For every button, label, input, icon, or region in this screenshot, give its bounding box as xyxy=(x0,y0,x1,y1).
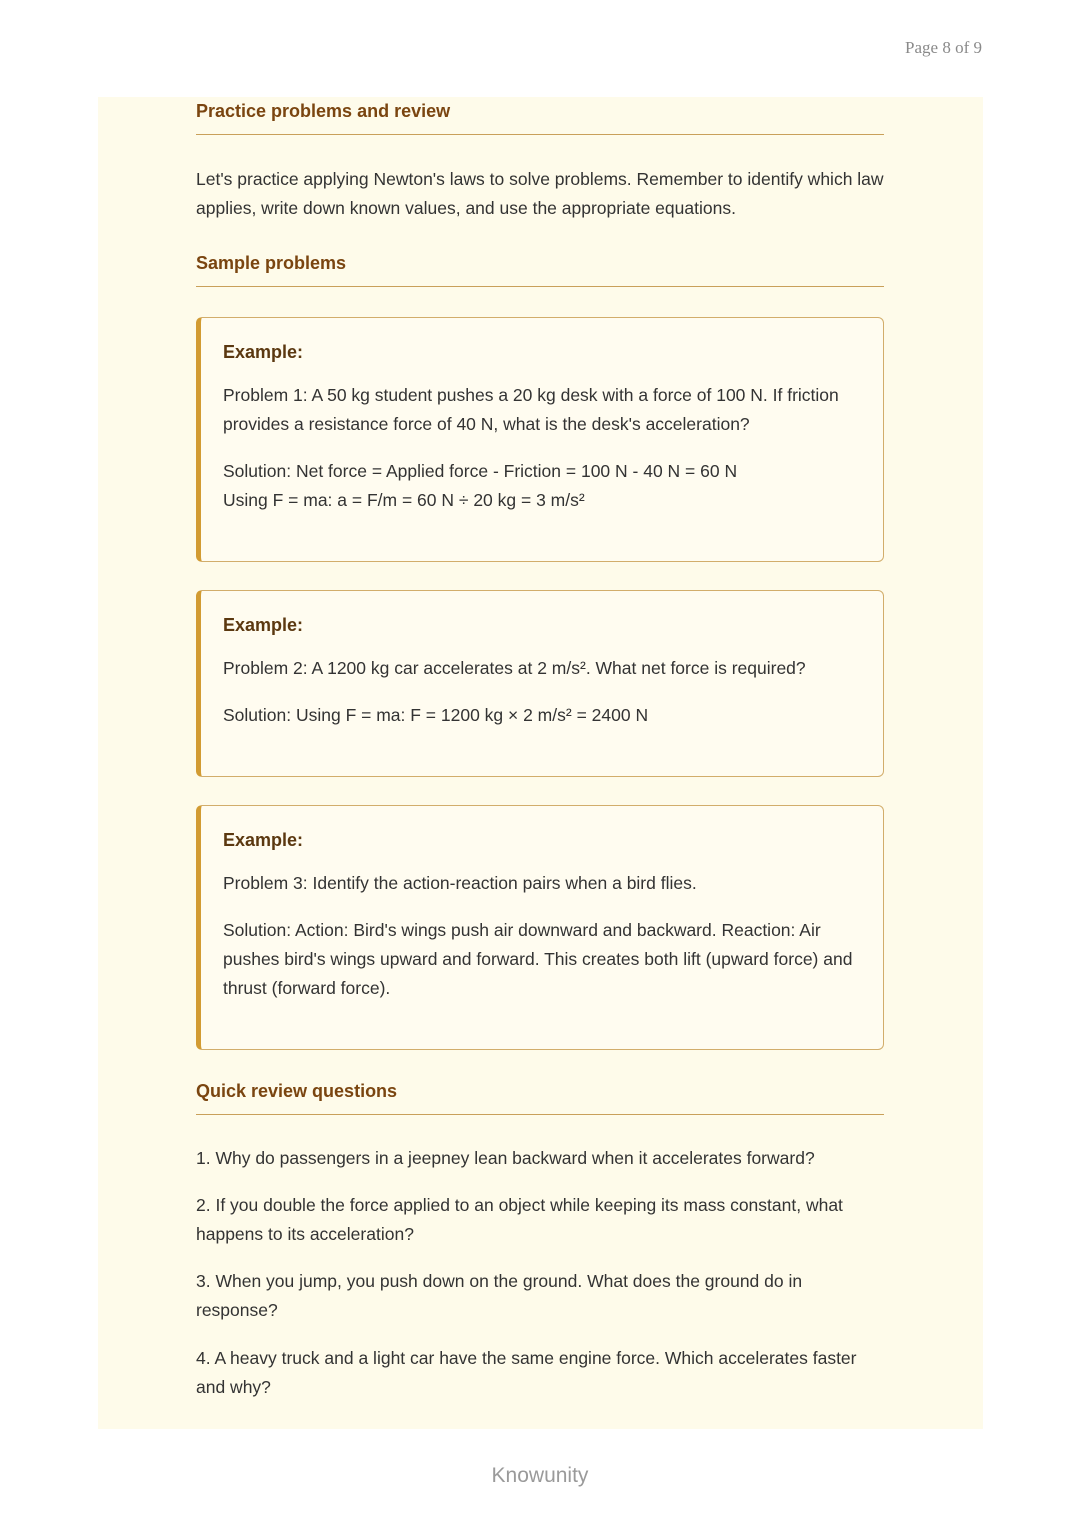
example-solution: Solution: Using F = ma: F = 1200 kg × 2 m/s² = 2400 N xyxy=(223,705,649,725)
example-solution: Solution: Action: Bird's wings push air downward and backward. Reaction: Air pushes bird's wings upward and forward. This creates both lift (upward force) and thrust (forward force). xyxy=(223,920,853,998)
example-solution: Solution: Net force = Applied force - Friction = 100 N - 40 N = 60 N xyxy=(223,461,738,481)
review-heading: Quick review questions xyxy=(196,1081,884,1115)
example-title: Example: xyxy=(223,342,304,362)
page-number: Page 8 of 9 xyxy=(905,38,982,57)
example-problem: Problem 2: A 1200 kg car accelerates at 2 m/s². What net force is required? xyxy=(223,658,806,678)
example-box-3 xyxy=(196,805,884,1050)
example-title: Example: xyxy=(223,615,304,635)
review-question-2: 2. If you double the force applied to an object while keeping its mass constant, what happens to its acceleration? xyxy=(196,1195,843,1244)
example-problem: Problem 1: A 50 kg student pushes a 20 kg desk with a force of 100 N. If friction provides a resistance force of 40 N, what is the desk's acceleration? xyxy=(223,385,839,434)
example-problem: Problem 3: Identify the action-reaction pairs when a bird flies. xyxy=(223,873,697,893)
content-panel xyxy=(98,97,983,1429)
sample-problems-heading: Sample problems xyxy=(196,253,884,287)
example-box-1 xyxy=(196,317,884,562)
footer-brand-logo: Knowunity xyxy=(491,1464,589,1487)
practice-intro: Let's practice applying Newton's laws to solve problems. Remember to identify which law applies, write down known values, and use the appropriate equations. xyxy=(196,169,884,218)
review-question-4: 4. A heavy truck and a light car have the same engine force. Which accelerates faster and why? xyxy=(196,1348,857,1397)
review-question-3: 3. When you jump, you push down on the ground. What does the ground do in response? xyxy=(196,1271,803,1320)
practice-heading: Practice problems and review xyxy=(196,101,884,135)
example-box-2 xyxy=(196,590,884,777)
example-solution-equation: Using F = ma: a = F/m = 60 N ÷ 20 kg = 3 m/s² xyxy=(223,490,585,510)
review-question-1: 1. Why do passengers in a jeepney lean backward when it accelerates forward? xyxy=(196,1148,815,1168)
example-title: Example: xyxy=(223,830,304,850)
